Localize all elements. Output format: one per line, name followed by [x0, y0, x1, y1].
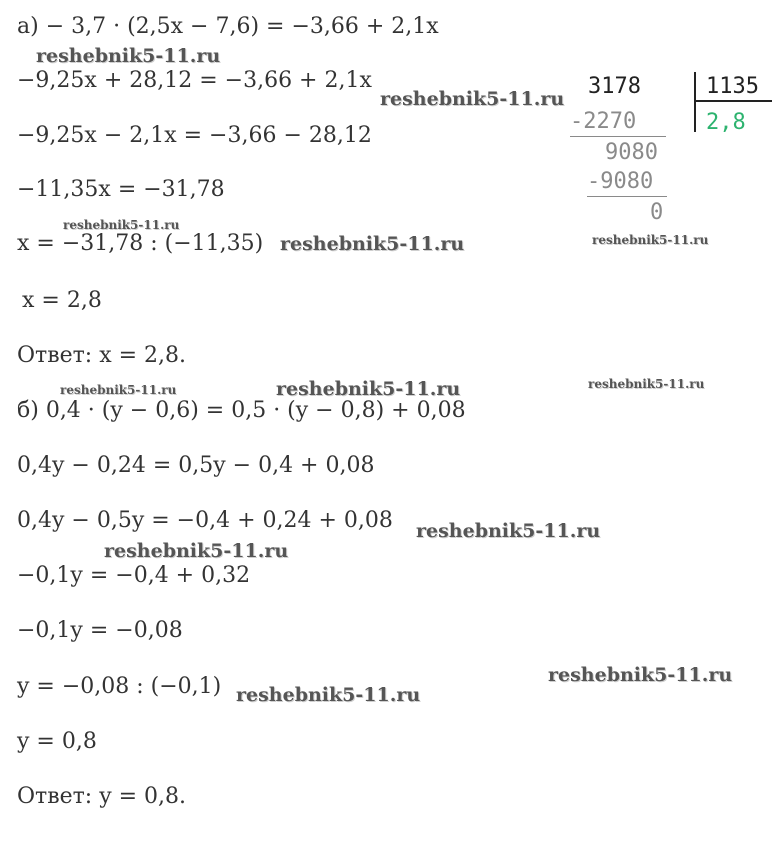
watermark-logo: reshebnik5-11.ru: [36, 45, 221, 67]
equation-b-line-1: б) 0,4 · (y − 0,6) = 0,5 · (y − 0,8) + 0,08: [17, 398, 466, 423]
watermark-logo: reshebnik5-11.ru: [380, 88, 565, 110]
division-rule-1: [570, 136, 666, 137]
watermark-logo: reshebnik5-11.ru: [104, 540, 289, 562]
watermark-logo: reshebnik5-11.ru: [592, 233, 709, 247]
watermark-logo: reshebnik5-11.ru: [588, 377, 705, 391]
equation-b-line-7: y = 0,8: [17, 729, 97, 754]
equation-a-line-4: −11,35x = −31,78: [17, 177, 225, 202]
watermark-logo: reshebnik5-11.ru: [63, 218, 180, 232]
watermark-logo: reshebnik5-11.ru: [416, 520, 601, 542]
division-quotient: 2,8: [706, 110, 746, 135]
equation-a-line-2: −9,25x + 28,12 = −3,66 + 2,1x: [17, 68, 372, 93]
division-vertical-bar: [694, 72, 696, 132]
equation-a-line-3: −9,25x − 2,1x = −3,66 − 28,12: [17, 123, 372, 148]
equation-a-line-1: а) − 3,7 · (2,5x − 7,6) = −3,66 + 2,1x: [17, 14, 439, 39]
equation-b-line-2: 0,4y − 0,24 = 0,5y − 0,4 + 0,08: [17, 453, 375, 478]
answer-b: Ответ: y = 0,8.: [17, 784, 187, 809]
equation-b-line-3: 0,4y − 0,5y = −0,4 + 0,24 + 0,08: [17, 508, 393, 533]
watermark-logo: reshebnik5-11.ru: [60, 383, 177, 397]
division-subtract-1: -2270: [570, 109, 637, 134]
division-subtract-2: -9080: [587, 169, 654, 194]
division-rule-2: [587, 196, 667, 197]
equation-b-line-6: y = −0,08 : (−0,1): [17, 674, 222, 699]
division-divisor: 1135: [706, 74, 759, 99]
division-divisor-underline: [696, 100, 772, 102]
division-remainder-2: 0: [650, 200, 664, 225]
equation-a-line-6: x = 2,8: [22, 288, 102, 313]
equation-a-line-5: x = −31,78 : (−11,35): [17, 231, 264, 256]
equation-b-line-4: −0,1y = −0,4 + 0,32: [17, 563, 251, 588]
watermark-logo: reshebnik5-11.ru: [280, 233, 465, 255]
answer-a: Ответ: x = 2,8.: [17, 343, 186, 368]
watermark-logo: reshebnik5-11.ru: [276, 378, 461, 400]
equation-b-line-5: −0,1y = −0,08: [17, 618, 183, 643]
watermark-logo: reshebnik5-11.ru: [236, 684, 421, 706]
watermark-logo: reshebnik5-11.ru: [548, 664, 733, 686]
division-remainder-1: 9080: [605, 140, 658, 165]
division-dividend: 3178: [588, 74, 641, 99]
